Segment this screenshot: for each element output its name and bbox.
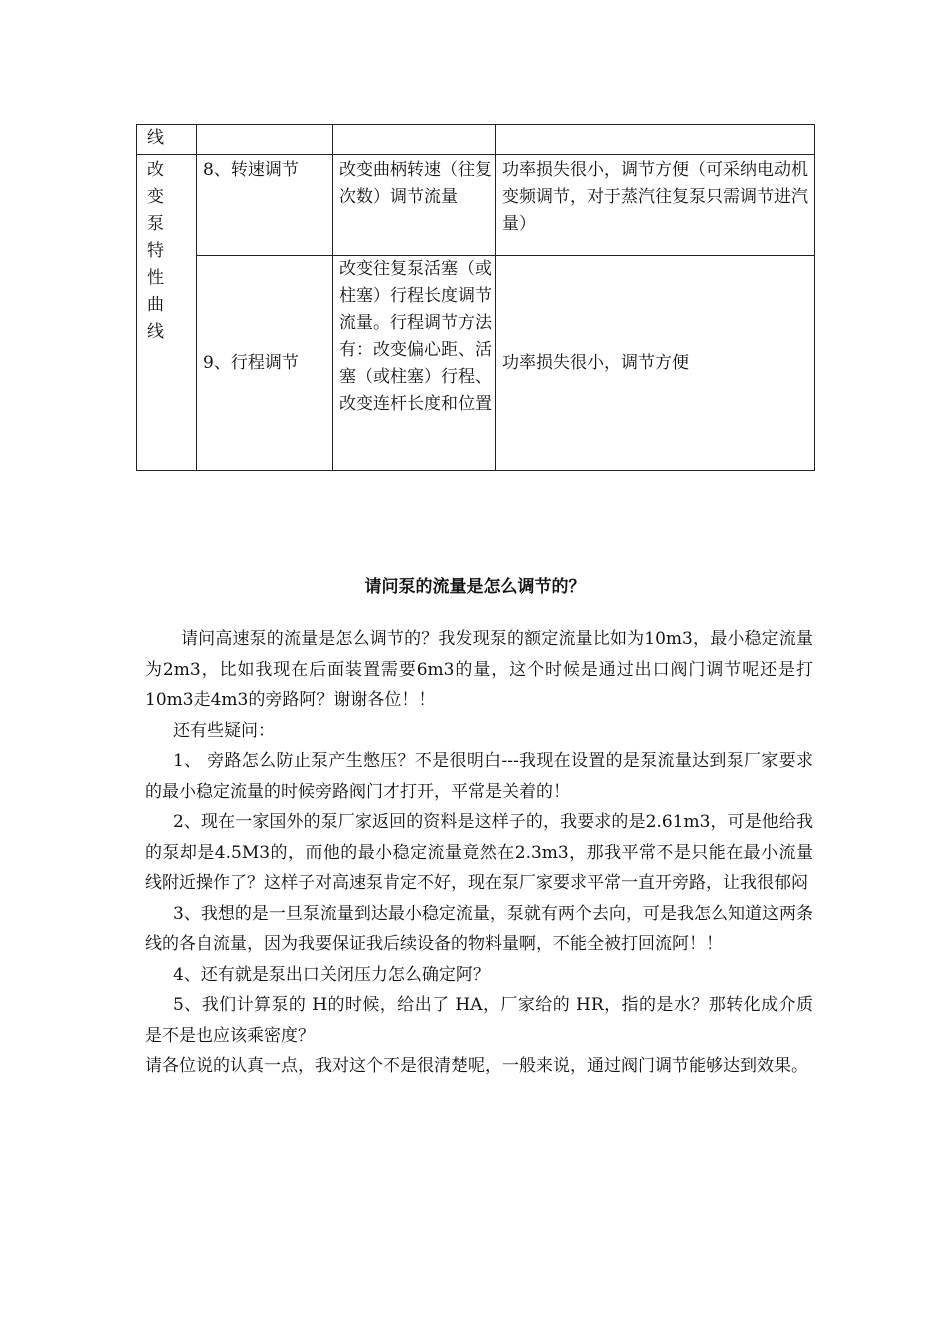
method-remark: 功率损失很小，调节方便 [502, 352, 689, 373]
table-cell-method [197, 256, 333, 471]
table-cell-description [333, 155, 496, 256]
table-row [137, 125, 815, 155]
flow-regulation-table [136, 124, 815, 471]
table-cell-category [137, 155, 197, 471]
method-description: 改变曲柄转速（往复次数）调节流量 [339, 160, 492, 207]
table-cell-method [197, 155, 333, 256]
table-cell-empty [496, 125, 815, 155]
question-item-5: 5、我们计算泵的 H的时候，给出了 HA，厂家给的 HR，指的是水？那转化成介质是不是也应该乘密度？ [145, 995, 813, 1046]
method-description: 改变往复泵活塞（或柱塞）行程长度调节流量。行程调节方法有：改变偏心距、活塞（或柱塞）行程、改变连杆长度和位置 [339, 259, 492, 414]
method-label: 9、行程调节 [203, 352, 299, 373]
question-item-4: 4、还有就是泵出口关闭压力怎么确定阿？ [173, 964, 490, 985]
method-remark: 功率损失很小，调节方便（可采纳电动机变频调节，对于蒸汽往复泵只需调节进汽量） [502, 160, 808, 234]
table-cell-remark [496, 256, 815, 471]
closing-paragraph: 请各位说的认真一点，我对这个不是很清楚呢，一般来说，通过阀门调节能够达到效果。 [145, 1056, 808, 1076]
table-cell-remark [496, 155, 815, 256]
category-label: 改变泵特性曲线 [147, 160, 164, 342]
table-cell-category [137, 125, 197, 155]
method-label: 8、转速调节 [203, 160, 299, 180]
question-item-2: 2、现在一家国外的泵厂家返回的资料是这样子的，我要求的是2.61m3，可是他给我的泵却是4.5M3的，而他的最小稳定流量竟然在2.3m3，那我平常不是只能在最小流量线附近操作了？这样子对高速泵肯定不好，现在泵厂家要求平常一直开旁路，让我很郁闷 [145, 812, 813, 893]
table-row [137, 256, 815, 471]
article-body [145, 624, 813, 1082]
article-title: 请问泵的流量是怎么调节的？ [364, 577, 586, 597]
table-cell-empty [333, 125, 496, 155]
continued-category-text: 线 [147, 128, 164, 148]
table-cell-empty [197, 125, 333, 155]
paragraph-intro: 还有些疑问： [173, 720, 275, 741]
question-paragraph: 请问高速泵的流量是怎么调节的？我发现泵的额定流量比如为10m3，最小稳定流量为2m3，比如我现在后面装置需要6m3的量，这个时候是通过出口阀门调节呢还是打10m3走4m3的旁路阿？谢谢各位！！ [145, 629, 813, 710]
question-item-1: 1、 旁路怎么防止泵产生憋压？不是很明白---我现在设置的是泵流量达到泵厂家要求的最小稳定流量的时候旁路阀门才打开，平常是关着的！ [145, 751, 813, 802]
question-item-3: 3、我想的是一旦泵流量到达最小稳定流量，泵就有两个去向，可是我怎么知道这两条线的各自流量，因为我要保证我后续设备的物料量啊，不能全被打回流阿！！ [145, 903, 813, 954]
table-cell-description [333, 256, 496, 471]
table-row [137, 155, 815, 256]
